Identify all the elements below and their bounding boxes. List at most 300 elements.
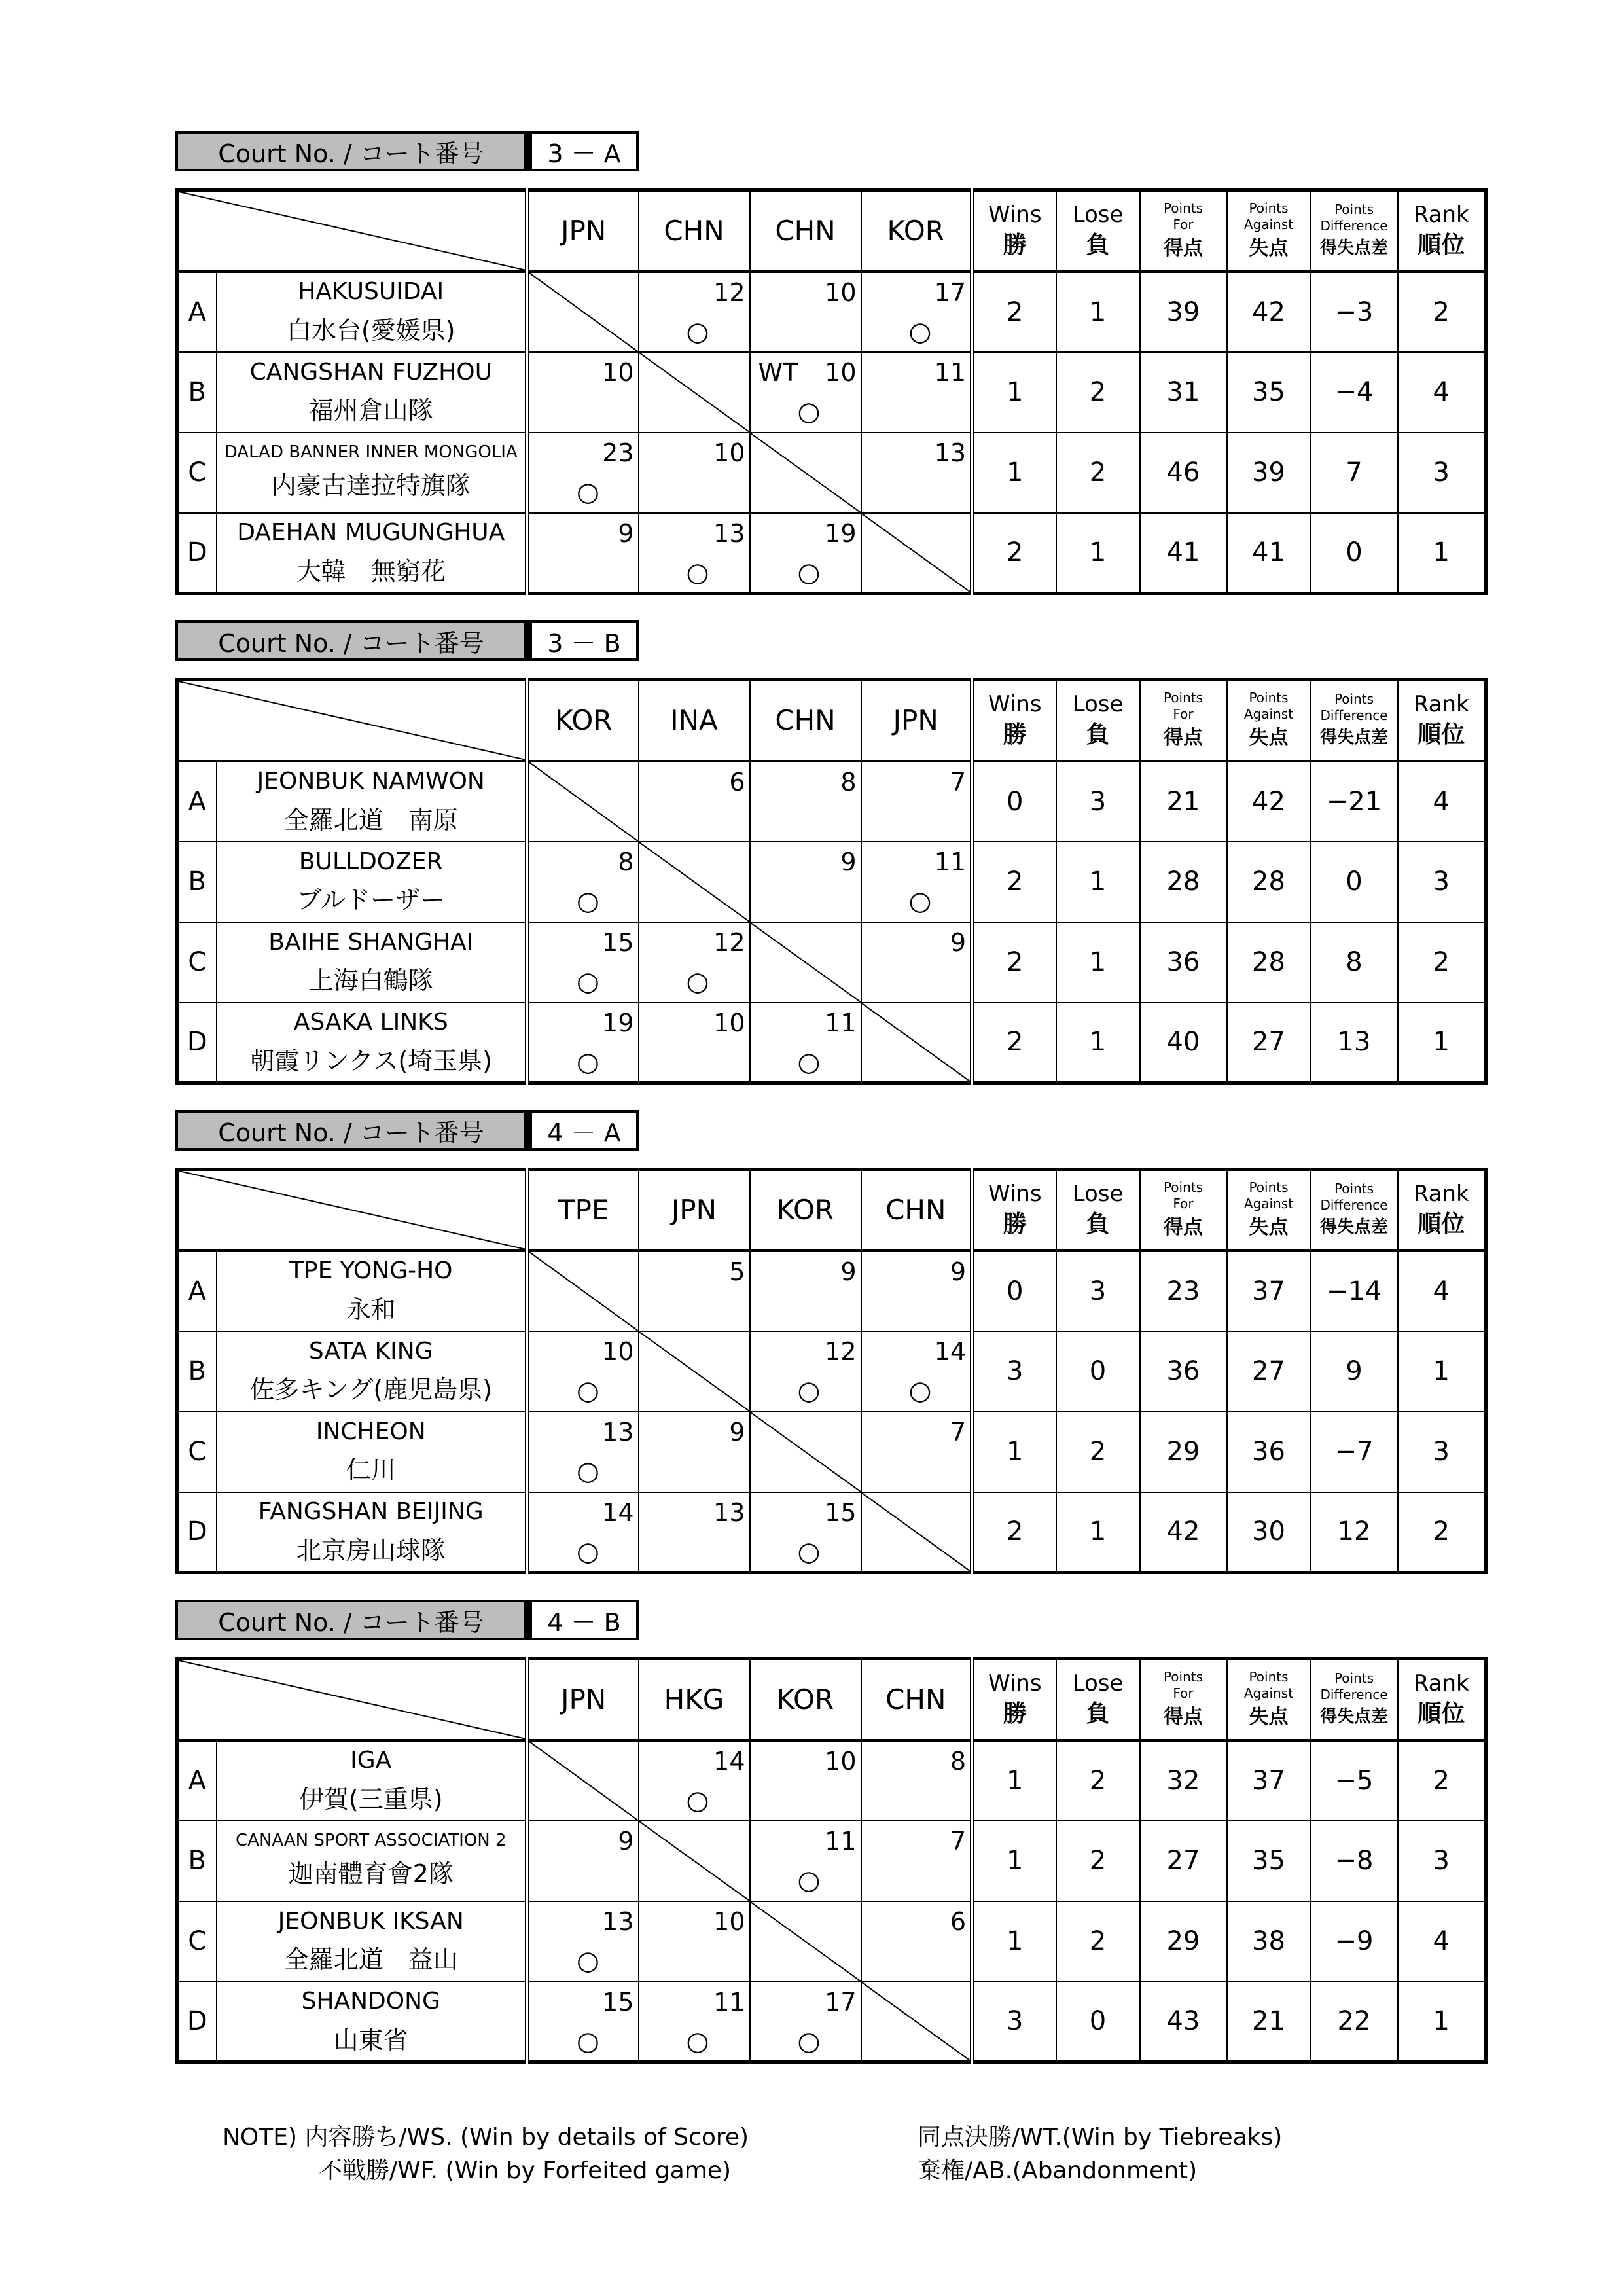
corner-diagonal — [179, 192, 525, 270]
court-label: Court No. / コート番号 — [175, 131, 527, 171]
win-circle-icon: ○ — [577, 1375, 599, 1406]
match-result-cell — [750, 1821, 861, 1901]
match-result-cell — [527, 1901, 639, 1982]
match-score: 15 — [602, 1987, 634, 2017]
win-circle-icon: ○ — [797, 396, 821, 427]
court-number: 4 － B — [529, 1600, 639, 1640]
self-match-diagonal — [751, 1412, 861, 1492]
team-name-ja: 大韓 無窮花 — [296, 556, 446, 586]
match-result-cell — [861, 352, 972, 433]
points-against-value: 42 — [1227, 272, 1311, 352]
match-result-cell — [527, 513, 639, 594]
wins-value: 1 — [972, 352, 1056, 433]
team-name-ja: 上海白鶴隊 — [308, 966, 433, 996]
points-against-value: 30 — [1227, 1492, 1311, 1573]
header-row — [177, 680, 1486, 761]
header-en: Points — [1249, 200, 1289, 216]
opponent-header: INA — [639, 680, 750, 761]
points-against-value: 28 — [1227, 922, 1311, 1003]
header-ja: 失点 — [1249, 1705, 1289, 1729]
team-name-cell — [217, 1331, 527, 1412]
points-difference-header — [1311, 680, 1398, 761]
header-ja: 失点 — [1249, 1215, 1289, 1239]
points-difference-value: 7 — [1311, 433, 1398, 513]
match-result-cell — [861, 1901, 972, 1982]
team-row — [177, 842, 1486, 922]
points-for-header — [1140, 680, 1227, 761]
team-row — [177, 1982, 1486, 2062]
corner-diagonal — [179, 681, 525, 760]
header-ja: 得失点差 — [1319, 728, 1388, 748]
team-letter: D — [177, 1982, 217, 2062]
header-en: Against — [1243, 1195, 1294, 1211]
points-against-value: 37 — [1227, 1740, 1311, 1821]
team-row — [177, 1740, 1486, 1821]
team-name-en: BAIHE SHANGHAI — [268, 928, 474, 956]
team-letter: C — [177, 1412, 217, 1492]
match-score: 14 — [713, 1746, 745, 1776]
win-circle-icon: ○ — [686, 1785, 709, 1816]
rank-header — [1398, 680, 1486, 761]
win-circle-icon: ○ — [908, 316, 932, 347]
match-score: 15 — [602, 927, 634, 957]
points-for-value: 23 — [1140, 1251, 1227, 1331]
header-en: Wins — [988, 691, 1042, 717]
match-result-cell — [639, 513, 750, 594]
header-ja: 負 — [1086, 1700, 1110, 1728]
self-match-cell — [861, 1982, 972, 2062]
points-against-header — [1227, 680, 1311, 761]
match-score: 13 — [713, 518, 745, 548]
lose-value: 2 — [1056, 1412, 1140, 1492]
win-circle-icon: ○ — [686, 2026, 709, 2056]
match-result-cell — [750, 1251, 861, 1331]
lose-value: 1 — [1056, 922, 1140, 1003]
team-name-ja: 佐多キング(鹿児島県) — [249, 1375, 492, 1405]
points-for-value: 32 — [1140, 1740, 1227, 1821]
team-name-ja: 伊賀(三重県) — [298, 1784, 443, 1814]
match-score: 12 — [713, 278, 745, 307]
match-result-cell — [639, 1492, 750, 1573]
lose-value: 2 — [1056, 352, 1140, 433]
header-en: For — [1173, 1685, 1194, 1701]
header-ja: 順位 — [1418, 232, 1465, 259]
match-result-cell — [861, 1740, 972, 1821]
court-number: 3 － B — [529, 620, 639, 661]
lose-header — [1056, 680, 1140, 761]
team-name-cell — [217, 1251, 527, 1331]
match-score: 6 — [729, 767, 745, 797]
team-name-en: SHANDONG — [301, 1988, 440, 2015]
self-match-diagonal — [639, 1821, 749, 1901]
team-letter: A — [177, 1740, 217, 1821]
team-name-cell — [217, 352, 527, 433]
corner-cell — [177, 190, 527, 272]
points-for-value: 27 — [1140, 1821, 1227, 1901]
points-against-value: 36 — [1227, 1412, 1311, 1492]
points-difference-value: 0 — [1311, 842, 1398, 922]
court-label: Court No. / コート番号 — [175, 1600, 527, 1640]
match-score: 10 — [825, 357, 857, 387]
match-result-cell — [639, 1901, 750, 1982]
points-for-value: 36 — [1140, 922, 1227, 1003]
match-score: 11 — [934, 357, 966, 387]
match-score: 19 — [825, 518, 857, 548]
points-difference-header — [1311, 190, 1398, 272]
team-letter: C — [177, 433, 217, 513]
header-ja: 順位 — [1418, 721, 1465, 749]
team-name-ja: 北京房山球隊 — [296, 1535, 446, 1565]
team-name-en: TPE YONG-HO — [289, 1257, 453, 1285]
win-circle-icon: ○ — [577, 886, 599, 916]
header-en: Rank — [1413, 1180, 1469, 1207]
match-result-cell — [861, 1412, 972, 1492]
opponent-header: CHN — [750, 680, 861, 761]
team-name-en: JEONBUK IKSAN — [277, 1907, 464, 1935]
court-number: 4 － A — [529, 1110, 639, 1151]
points-against-value: 42 — [1227, 761, 1311, 842]
header-en: Rank — [1413, 691, 1469, 717]
self-match-diagonal — [639, 353, 749, 432]
header-ja: 負 — [1086, 1211, 1110, 1238]
team-name-en: DAEHAN MUGUNGHUA — [237, 519, 505, 547]
note-ab: 棄権/AB.(Abandonment) — [918, 2157, 1198, 2184]
team-name-cell — [217, 433, 527, 513]
match-score: 7 — [950, 767, 966, 797]
rank-value: 4 — [1398, 1901, 1486, 1982]
self-match-diagonal — [862, 514, 971, 592]
win-circle-icon: ○ — [577, 476, 599, 507]
wins-value: 2 — [972, 1003, 1056, 1083]
header-ja: 得失点差 — [1319, 238, 1388, 259]
win-circle-icon: ○ — [797, 1865, 821, 1895]
self-match-cell — [750, 1412, 861, 1492]
points-for-value: 41 — [1140, 513, 1227, 594]
win-circle-icon: ○ — [797, 1375, 821, 1406]
self-match-cell — [527, 1251, 639, 1331]
note-ws: NOTE) 内容勝ち/WS. (Win by details of Score) — [223, 2124, 749, 2151]
header-ja: 負 — [1086, 232, 1110, 259]
wins-value: 2 — [972, 922, 1056, 1003]
team-name-ja: ブルドーザー — [296, 886, 445, 915]
points-difference-value: −7 — [1311, 1412, 1398, 1492]
team-name-en: ASAKA LINKS — [293, 1009, 448, 1036]
win-circle-icon: ○ — [908, 1375, 932, 1406]
rank-value: 3 — [1398, 1412, 1486, 1492]
self-match-cell — [750, 1901, 861, 1982]
opponent-header: CHN — [861, 1659, 972, 1740]
match-score: 7 — [950, 1826, 966, 1856]
opponent-header: KOR — [750, 1659, 861, 1740]
match-score: 11 — [825, 1008, 857, 1037]
match-result-cell — [639, 1003, 750, 1083]
match-score: 10 — [825, 1746, 857, 1776]
self-match-diagonal — [529, 273, 638, 351]
header-ja: 得点 — [1164, 1215, 1203, 1239]
header-en: Points — [1334, 1181, 1374, 1197]
court-block — [175, 131, 1484, 597]
points-for-header — [1140, 1170, 1227, 1251]
header-en: Lose — [1072, 691, 1124, 717]
team-name-en: BULLDOZER — [298, 848, 443, 875]
team-letter: A — [177, 1251, 217, 1331]
self-match-diagonal — [751, 433, 861, 512]
points-for-value: 31 — [1140, 352, 1227, 433]
header-en: Points — [1163, 689, 1204, 706]
wins-value: 2 — [972, 1492, 1056, 1573]
match-score: 9 — [950, 1257, 966, 1286]
win-circle-icon: ○ — [577, 1536, 599, 1567]
match-result-cell — [750, 352, 861, 433]
self-match-cell — [527, 1740, 639, 1821]
points-for-value: 39 — [1140, 272, 1227, 352]
wins-header — [972, 1170, 1056, 1251]
points-difference-header — [1311, 1659, 1398, 1740]
team-name-en: INCHEON — [315, 1418, 426, 1445]
note-wt: 同点決勝/WT.(Win by Tiebreaks) — [918, 2124, 1283, 2151]
header-en: Lose — [1072, 201, 1124, 228]
match-result-cell — [861, 842, 972, 922]
corner-cell — [177, 680, 527, 761]
wins-value: 2 — [972, 272, 1056, 352]
match-score: 23 — [602, 438, 634, 467]
match-result-cell — [861, 433, 972, 513]
header-en: Points — [1249, 689, 1289, 706]
team-row — [177, 1003, 1486, 1083]
team-row — [177, 1821, 1486, 1901]
win-type: WT — [758, 357, 798, 387]
rank-value: 2 — [1398, 1492, 1486, 1573]
wins-value: 0 — [972, 1251, 1056, 1331]
rank-value: 4 — [1398, 1251, 1486, 1331]
team-row — [177, 433, 1486, 513]
self-match-diagonal — [639, 842, 749, 922]
self-match-diagonal — [751, 1902, 861, 1981]
team-row — [177, 1251, 1486, 1331]
match-result-cell — [750, 272, 861, 352]
points-difference-value: −9 — [1311, 1901, 1398, 1982]
header-ja: 勝 — [1003, 1700, 1027, 1728]
points-difference-value: −21 — [1311, 761, 1398, 842]
match-score: 19 — [602, 1008, 634, 1037]
match-score: 8 — [618, 847, 634, 876]
match-result-cell — [750, 761, 861, 842]
team-letter: C — [177, 1901, 217, 1982]
points-for-value: 43 — [1140, 1982, 1227, 2062]
match-result-cell — [750, 1331, 861, 1412]
team-name-ja: 山東省 — [333, 2025, 408, 2054]
lose-header — [1056, 1170, 1140, 1251]
points-difference-value: −3 — [1311, 272, 1398, 352]
self-match-cell — [861, 513, 972, 594]
self-match-cell — [527, 272, 639, 352]
match-score: 9 — [840, 847, 857, 876]
self-match-cell — [861, 1003, 972, 1083]
win-circle-icon: ○ — [797, 2026, 821, 2056]
points-difference-value: 13 — [1311, 1003, 1398, 1083]
lose-value: 0 — [1056, 1331, 1140, 1412]
wins-header — [972, 680, 1056, 761]
rank-header — [1398, 1659, 1486, 1740]
header-ja: 得失点差 — [1319, 1217, 1388, 1238]
team-name-cell — [217, 1821, 527, 1901]
team-row — [177, 352, 1486, 433]
match-score: 8 — [840, 767, 857, 797]
match-score: 9 — [618, 518, 634, 548]
match-result-cell — [527, 352, 639, 433]
opponent-header: CHN — [861, 1170, 972, 1251]
match-score: 13 — [602, 1417, 634, 1446]
team-letter: B — [177, 1821, 217, 1901]
rank-value: 4 — [1398, 352, 1486, 433]
team-name-cell — [217, 1492, 527, 1573]
points-difference-value: 0 — [1311, 513, 1398, 594]
team-row — [177, 761, 1486, 842]
wins-value: 3 — [972, 1331, 1056, 1412]
match-result-cell — [750, 842, 861, 922]
self-match-diagonal — [862, 1982, 971, 2061]
self-match-diagonal — [529, 762, 638, 841]
opponent-header: JPN — [527, 1659, 639, 1740]
rank-value: 2 — [1398, 272, 1486, 352]
team-name-cell — [217, 272, 527, 352]
points-against-value: 35 — [1227, 1821, 1311, 1901]
team-row — [177, 272, 1486, 352]
lose-value: 1 — [1056, 513, 1140, 594]
results-table — [175, 678, 1488, 1085]
match-result-cell — [861, 1331, 972, 1412]
points-for-value: 29 — [1140, 1901, 1227, 1982]
points-difference-value: 22 — [1311, 1982, 1398, 2062]
team-name-cell — [217, 842, 527, 922]
team-letter: C — [177, 922, 217, 1003]
header-en: Difference — [1320, 1197, 1388, 1213]
rank-value: 1 — [1398, 1331, 1486, 1412]
match-result-cell — [750, 1003, 861, 1083]
team-letter: B — [177, 352, 217, 433]
lose-value: 0 — [1056, 1982, 1140, 2062]
header-ja: 勝 — [1003, 232, 1027, 259]
wins-value: 1 — [972, 1901, 1056, 1982]
match-result-cell — [527, 433, 639, 513]
team-name-en: IGA — [350, 1747, 392, 1774]
points-difference-value: −4 — [1311, 352, 1398, 433]
points-against-value: 37 — [1227, 1251, 1311, 1331]
team-letter: A — [177, 272, 217, 352]
points-against-header — [1227, 190, 1311, 272]
match-score: 10 — [825, 278, 857, 307]
match-score: 10 — [713, 1907, 745, 1936]
header-en: Points — [1334, 1670, 1374, 1687]
points-difference-header — [1311, 1170, 1398, 1251]
team-name-en: SATA KING — [308, 1337, 433, 1365]
match-score: 17 — [934, 278, 966, 307]
header-row — [177, 1659, 1486, 1740]
match-score: 10 — [713, 438, 745, 467]
header-en: Difference — [1320, 218, 1388, 234]
corner-cell — [177, 1170, 527, 1251]
points-for-header — [1140, 1659, 1227, 1740]
team-name-cell — [217, 922, 527, 1003]
header-en: For — [1173, 1195, 1194, 1211]
lose-value: 3 — [1056, 1251, 1140, 1331]
self-match-diagonal — [639, 1332, 749, 1411]
match-result-cell — [750, 1982, 861, 2062]
win-circle-icon: ○ — [577, 1945, 599, 1976]
header-ja: 負 — [1086, 721, 1110, 749]
rank-value: 4 — [1398, 761, 1486, 842]
points-for-value: 29 — [1140, 1412, 1227, 1492]
points-for-value: 28 — [1140, 842, 1227, 922]
team-row — [177, 922, 1486, 1003]
points-difference-value: −8 — [1311, 1821, 1398, 1901]
match-result-cell — [861, 1251, 972, 1331]
points-difference-value: −14 — [1311, 1251, 1398, 1331]
header-row — [177, 1170, 1486, 1251]
team-row — [177, 1492, 1486, 1573]
win-circle-icon: ○ — [797, 1536, 821, 1567]
wins-header — [972, 1659, 1056, 1740]
self-match-cell — [639, 842, 750, 922]
opponent-header: JPN — [639, 1170, 750, 1251]
header-en: Difference — [1320, 708, 1388, 724]
lose-value: 2 — [1056, 1740, 1140, 1821]
self-match-diagonal — [862, 1003, 971, 1082]
lose-value: 2 — [1056, 1901, 1140, 1982]
match-result-cell — [639, 922, 750, 1003]
team-row — [177, 513, 1486, 594]
self-match-cell — [639, 1331, 750, 1412]
match-score: 15 — [825, 1498, 857, 1527]
team-name-en: DALAD BANNER INNER MONGOLIA — [224, 442, 518, 462]
team-letter: D — [177, 1492, 217, 1573]
match-score: 11 — [713, 1987, 745, 2017]
header-en: Rank — [1413, 201, 1469, 228]
header-en: Wins — [988, 1180, 1042, 1207]
match-score: 14 — [602, 1498, 634, 1527]
rank-value: 1 — [1398, 513, 1486, 594]
match-result-cell — [750, 1492, 861, 1573]
header-en: Points — [1334, 202, 1374, 218]
win-circle-icon: ○ — [577, 1047, 599, 1077]
rank-value: 3 — [1398, 433, 1486, 513]
team-name-ja: 朝霞リンクス(埼玉県) — [249, 1046, 492, 1075]
match-result-cell — [861, 1821, 972, 1901]
opponent-header: KOR — [527, 680, 639, 761]
header-en: Rank — [1413, 1670, 1469, 1696]
match-score: 8 — [950, 1746, 966, 1776]
header-ja: 失点 — [1249, 726, 1289, 749]
rank-value: 2 — [1398, 922, 1486, 1003]
points-against-value: 39 — [1227, 433, 1311, 513]
wins-value: 1 — [972, 433, 1056, 513]
wins-value: 0 — [972, 761, 1056, 842]
rank-header — [1398, 190, 1486, 272]
opponent-header: TPE — [527, 1170, 639, 1251]
team-name-ja: 内豪古達拉特旗隊 — [271, 471, 471, 501]
team-name-cell — [217, 1901, 527, 1982]
team-name-cell — [217, 761, 527, 842]
self-match-cell — [527, 761, 639, 842]
header-en: Against — [1243, 706, 1294, 722]
points-against-header — [1227, 1659, 1311, 1740]
self-match-cell — [639, 1821, 750, 1901]
match-score: 7 — [950, 1417, 966, 1446]
match-result-cell — [750, 513, 861, 594]
wins-value: 1 — [972, 1821, 1056, 1901]
wins-value: 2 — [972, 842, 1056, 922]
wins-header — [972, 190, 1056, 272]
